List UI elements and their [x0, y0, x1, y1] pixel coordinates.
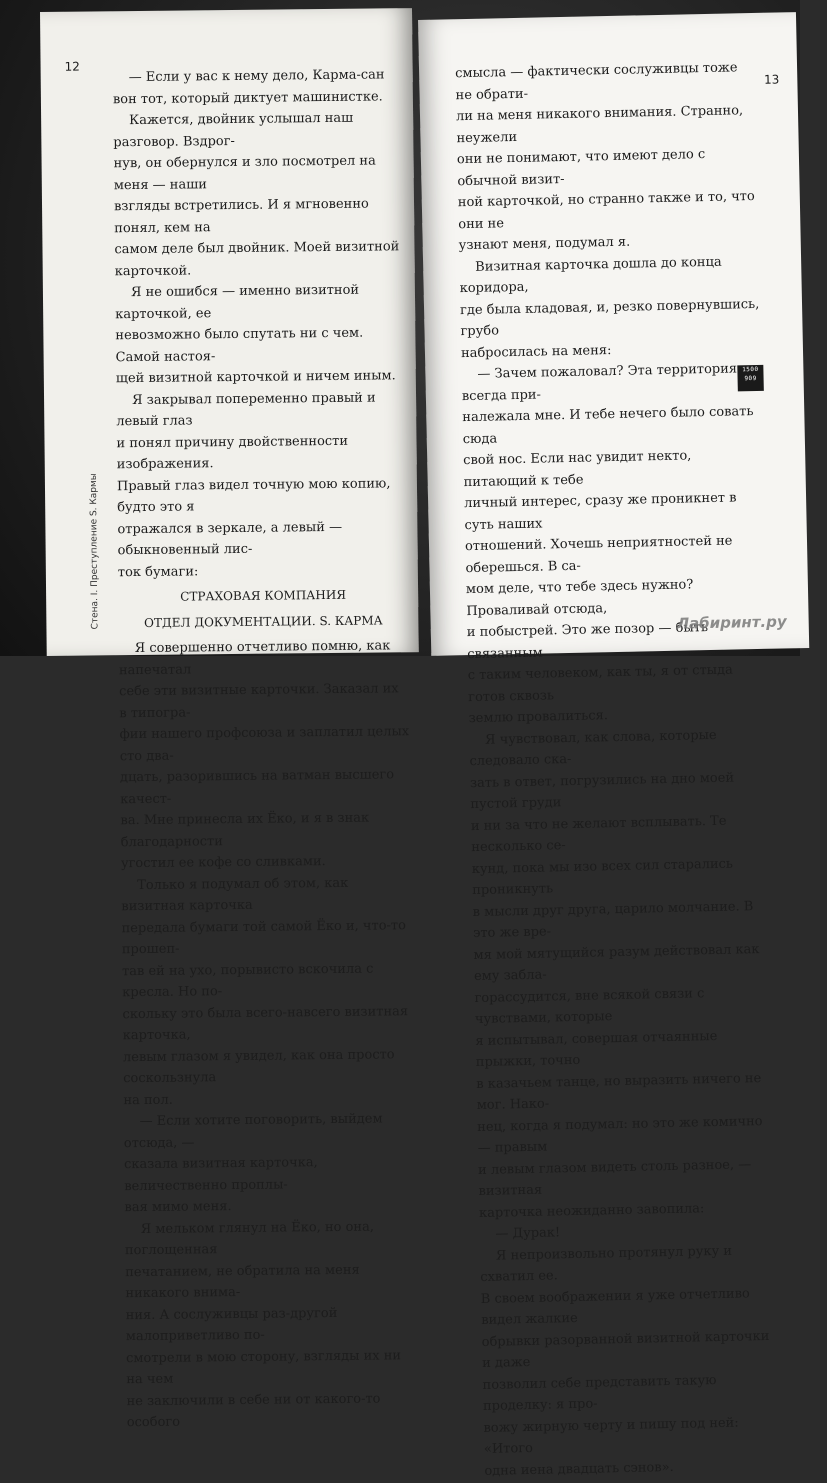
paragraph: Визитная карточка дошла до конца коридора, где была кладовая, и, резко повернувшись, грубо набросилась на меня: [459, 254, 760, 361]
paragraph: смысла — фактически сослуживцы тоже не обрати- ли на меня никакого внимания. Странно, неужели они не понимают, что имеют дело с обычной визит- ной карточкой, но странно также и то, что они не узнают меня, подумал я. [454, 60, 755, 254]
right-page [418, 12, 809, 1479]
paragraph: Только я подумал об этом, как визитная карточка передала бумаги той самой Ёко и, что-то прошеп- тав ей на ухо, порывисто вскочила с кресла. Но по- скольку это была всего-навсего визитная карточка, левым глазом я увидел, как она просто соскользнула на пол. [121, 875, 409, 1108]
publisher-logo: 1500 909 [737, 365, 764, 392]
right-page-text [455, 57, 785, 1482]
paragraph: Я совершенно отчетливо помню, как напечатал себе эти визитные карточки. Заказал их в типогра- фии нашего профсоюза и заплатил целых сто два- дцать, разорившись на ватман высшего качест- ва. Мне принесла их Ёко, и я в знак благодарности угостил ее кофе со сливками. [118, 638, 410, 872]
left-page-text [113, 64, 417, 1433]
paragraph: Я закрывал попеременно правый и левый глаз и понял причину двойственности изображения. Правый глаз видел точную мою копию, будто это я отражался в зеркале, а левый — обыкновенный лис- ток бумаги: [116, 390, 391, 580]
paragraph: — Дурак! [495, 1225, 561, 1242]
page-number-left: 12 [64, 59, 80, 74]
paragraph: Я чувствовал, как слова, которые следовало ска- зать в ответ, погрузились на дно моей пустой груди и ни за что не желают всплывать. Те несколько се- кунд, пока мы изо всех сил старались проникнуть в мысли друг друга, царило молчание. В это же вре- мя мой мятущийся разум действовал как ему забла- горассудится, вне всякой связи с чувствами, которые я испытывал, совершая отчаянные прыжки, точно в казачьем танце, но выразить ничего не мог. Нако- нец, когда я подумал: но это же комично — правым и левым глазом видеть столь разное, — визитная карточка неожиданно завопила: [469, 727, 763, 1221]
watermark: Лабиринт.ру [676, 612, 787, 633]
running-head: Стена. I. Преступление S. Кармы [88, 473, 101, 630]
paragraph: — Если у вас к нему дело, Карма-сан вон тот, который диктует машинистке. [112, 67, 385, 107]
paragraph: — Зачем пожаловал? Эта территория всегда при- належала мне. И тебе нечего было совать сюда свой нос. Если нас увидит некто, питающий к тебе личный интерес, сразу же проникнет в суть наших отношений. Хочешь неприятностей не оберешься. В са- мом деле, что тебе здесь нужно? Проваливай отсюда, и побыстрей. Это же позор — быть связанным с таким человеком, как ты, я от стыда готов сквозь землю провалиться. [461, 361, 754, 727]
paragraph: — Если хотите поговорить, выйдем отсюда, — сказала визитная карточка, величественно проплы- вая мимо меня. [123, 1111, 383, 1216]
card-line-2: ОТДЕЛ ДОКУМЕНТАЦИИ. S. КАРМА [144, 612, 383, 630]
paragraph: Я не ошибся — именно визитной карточкой, ее невозможно было спутать ни с чем. Самой настоя- щей визитной карточкой и ничем иным. [115, 282, 396, 387]
card-line-1: СТРАХОВАЯ КОМПАНИЯ [180, 587, 347, 604]
page-number-right: 13 [763, 72, 780, 87]
paragraph: Кажется, двойник услышал наш разговор. Вздрог- нув, он обернулся и зло посмотрел на меня — наши взгляды встретились. И я мгновенно понял, кем на самом деле был двойник. Моей визитной карточкой. [113, 110, 400, 279]
paragraph: Я мельком глянул на Ёко, но она, поглощенная печатанием, не обратила на меня никакого внима- ния. А сослуживцы раз-другой малоприветливо по- смотрели в мою сторону, взгляды их ни на чем не заключили в себе ни от какого-то особого [124, 1219, 402, 1431]
left-page [40, 8, 419, 1431]
paragraph: Я непроизвольно протянул руку и схватил ее. В своем воображении я уже отчетливо видел жалкие обрывки разорванной визитной карточки и даже позволил себе представить такую проделку: я про- вожу жирную черту и пишу под ней: «Итого одна иена двадцать сэнов». [480, 1243, 770, 1479]
